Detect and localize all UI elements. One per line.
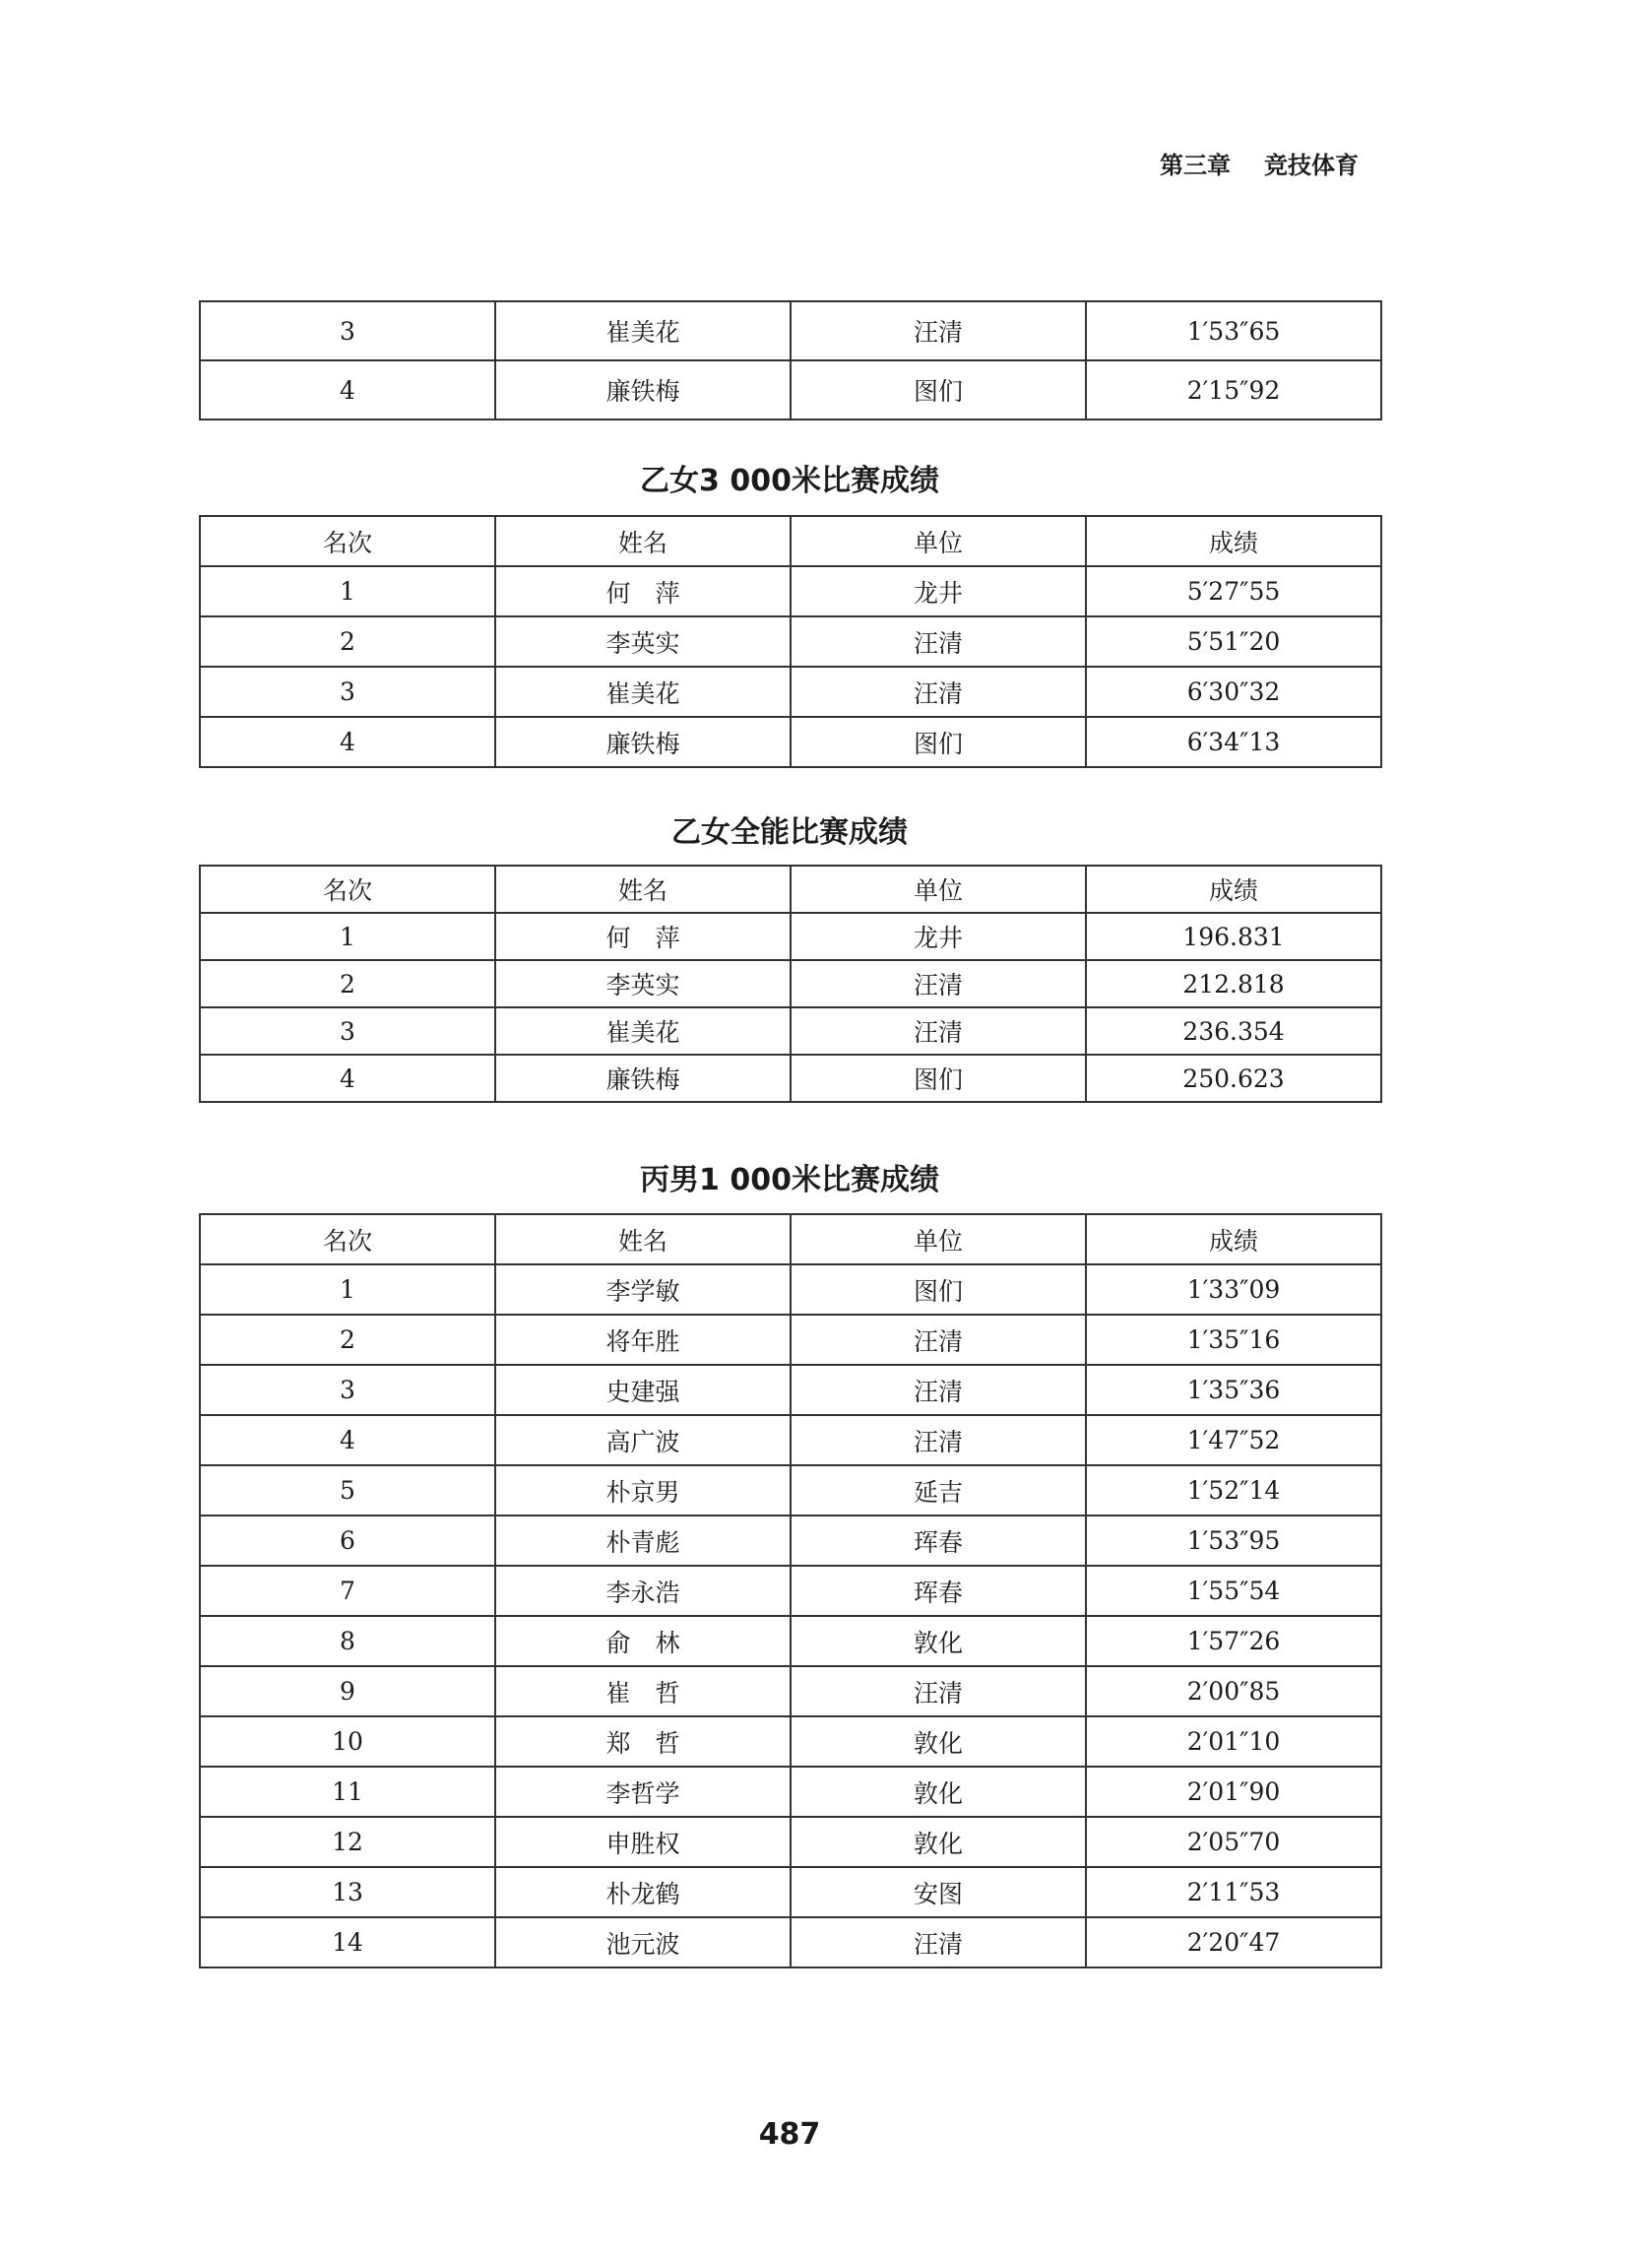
table-row [200,1666,1381,1716]
rank-cell: 2 [200,616,495,667]
rank-cell: 5 [200,1465,495,1515]
rank-cell: 6 [200,1515,495,1566]
name-cell: 李英实 [495,616,791,667]
result-cell: 1′35″36 [1086,1365,1381,1415]
table-row [200,1917,1381,1967]
rank-cell: 9 [200,1666,495,1716]
table-row [200,301,1381,360]
header-unit: 单位 [791,516,1086,566]
unit-cell: 汪清 [791,1365,1086,1415]
table-row [200,1007,1381,1055]
name-cell: 崔美花 [495,667,791,717]
unit-cell: 龙井 [791,913,1086,960]
name-cell: 史建强 [495,1365,791,1415]
name-cell: 朴京男 [495,1465,791,1515]
result-cell: 2′00″85 [1086,1666,1381,1716]
name-cell: 将年胜 [495,1315,791,1365]
rank-cell: 2 [200,1315,495,1365]
name-cell: 池元波 [495,1917,791,1967]
name-cell: 李学敏 [495,1264,791,1315]
rank-cell: 2 [200,960,495,1007]
unit-cell: 敦化 [791,1817,1086,1867]
table-caption: 乙女全能比赛成绩 [671,815,908,850]
table-row [200,1315,1381,1365]
name-cell: 高广波 [495,1415,791,1465]
name-cell: 申胜权 [495,1817,791,1867]
rank-cell: 1 [200,1264,495,1315]
results-table-boys-c-1000m [199,1213,1382,1968]
table-row [200,960,1381,1007]
rank-cell: 14 [200,1917,495,1967]
rank-cell: 1 [200,913,495,960]
unit-cell: 珲春 [791,1566,1086,1616]
running-head [1160,146,1368,180]
table-row [200,1867,1381,1917]
table-row [200,1817,1381,1867]
header-rank: 名次 [200,516,495,566]
unit-cell: 敦化 [791,1616,1086,1666]
header-result: 成绩 [1086,1214,1381,1264]
name-cell: 崔美花 [495,301,791,360]
table-row [200,566,1381,616]
name-cell: 郑 哲 [495,1716,791,1767]
rank-cell: 4 [200,1415,495,1465]
name-cell: 俞 林 [495,1616,791,1666]
unit-cell: 图们 [791,1264,1086,1315]
header-result: 成绩 [1086,866,1381,913]
rank-cell: 4 [200,360,495,419]
name-cell: 廉铁梅 [495,360,791,419]
unit-cell: 汪清 [791,1007,1086,1055]
table-row [200,1365,1381,1415]
results-table-girls-b-all-round [199,865,1382,1103]
table-row [200,1465,1381,1515]
unit-cell: 汪清 [791,960,1086,1007]
result-cell: 2′15″92 [1086,360,1381,419]
rank-cell: 3 [200,1007,495,1055]
table-row [200,1616,1381,1666]
unit-cell: 图们 [791,360,1086,419]
result-cell: 2′01″10 [1086,1716,1381,1767]
header-result: 成绩 [1086,516,1381,566]
table-row [200,1566,1381,1616]
table-row [200,1264,1381,1315]
name-cell: 李哲学 [495,1767,791,1817]
table-row [200,1415,1381,1465]
rank-cell: 3 [200,301,495,360]
rank-cell: 10 [200,1716,495,1767]
result-cell: 212.818 [1086,960,1381,1007]
header-rank: 名次 [200,866,495,913]
rank-cell: 4 [200,717,495,767]
unit-cell: 龙井 [791,566,1086,616]
table-header-row [200,1214,1381,1264]
results-table-continued [199,300,1382,420]
table-caption: 乙女3 000米比赛成绩 [640,464,939,498]
unit-cell: 图们 [791,1055,1086,1102]
name-cell: 朴青彪 [495,1515,791,1566]
table-row [200,1055,1381,1102]
chapter-label: 第三章 [1160,152,1231,179]
table-row [200,616,1381,667]
unit-cell: 图们 [791,717,1086,767]
result-cell: 6′34″13 [1086,717,1381,767]
header-unit: 单位 [791,1214,1086,1264]
result-cell: 1′35″16 [1086,1315,1381,1365]
name-cell: 何 萍 [495,913,791,960]
unit-cell: 延吉 [791,1465,1086,1515]
rank-cell: 7 [200,1566,495,1616]
rank-cell: 3 [200,667,495,717]
header-unit: 单位 [791,866,1086,913]
result-cell: 236.354 [1086,1007,1381,1055]
unit-cell: 汪清 [791,667,1086,717]
unit-cell: 珲春 [791,1515,1086,1566]
result-cell: 2′11″53 [1086,1867,1381,1917]
name-cell: 李永浩 [495,1566,791,1616]
name-cell: 何 萍 [495,566,791,616]
name-cell: 廉铁梅 [495,717,791,767]
unit-cell: 汪清 [791,1415,1086,1465]
table-row [200,1767,1381,1817]
result-cell: 1′55″54 [1086,1566,1381,1616]
unit-cell: 敦化 [791,1716,1086,1767]
unit-cell: 汪清 [791,616,1086,667]
unit-cell: 汪清 [791,301,1086,360]
result-cell: 2′01″90 [1086,1767,1381,1817]
unit-cell: 敦化 [791,1767,1086,1817]
result-cell: 5′51″20 [1086,616,1381,667]
name-cell: 廉铁梅 [495,1055,791,1102]
table-row [200,1515,1381,1566]
chapter-title: 竞技体育 [1264,152,1359,179]
rank-cell: 8 [200,1616,495,1666]
result-cell: 1′53″65 [1086,301,1381,360]
result-cell: 1′57″26 [1086,1616,1381,1666]
rank-cell: 13 [200,1867,495,1917]
rank-cell: 11 [200,1767,495,1817]
rank-cell: 3 [200,1365,495,1415]
result-cell: 1′53″95 [1086,1515,1381,1566]
table-row [200,1716,1381,1767]
name-cell: 朴龙鹤 [495,1867,791,1917]
page-number: 487 [758,2117,821,2152]
table-row [200,913,1381,960]
header-name: 姓名 [495,1214,791,1264]
table-caption: 丙男1 000米比赛成绩 [640,1163,939,1197]
unit-cell: 汪清 [791,1917,1086,1967]
result-cell: 1′52″14 [1086,1465,1381,1515]
name-cell: 李英实 [495,960,791,1007]
table-row [200,360,1381,419]
result-cell: 1′33″09 [1086,1264,1381,1315]
table-header-row [200,866,1381,913]
result-cell: 196.831 [1086,913,1381,960]
rank-cell: 4 [200,1055,495,1102]
name-cell: 崔 哲 [495,1666,791,1716]
unit-cell: 安图 [791,1867,1086,1917]
rank-cell: 1 [200,566,495,616]
results-table-girls-b-3000m [199,515,1382,768]
result-cell: 2′05″70 [1086,1817,1381,1867]
header-name: 姓名 [495,516,791,566]
table-header-row [200,516,1381,566]
result-cell: 250.623 [1086,1055,1381,1102]
header-rank: 名次 [200,1214,495,1264]
result-cell: 1′47″52 [1086,1415,1381,1465]
unit-cell: 汪清 [791,1666,1086,1716]
table-row [200,667,1381,717]
header-name: 姓名 [495,866,791,913]
rank-cell: 12 [200,1817,495,1867]
result-cell: 5′27″55 [1086,566,1381,616]
result-cell: 6′30″32 [1086,667,1381,717]
unit-cell: 汪清 [791,1315,1086,1365]
table-row [200,717,1381,767]
result-cell: 2′20″47 [1086,1917,1381,1967]
name-cell: 崔美花 [495,1007,791,1055]
